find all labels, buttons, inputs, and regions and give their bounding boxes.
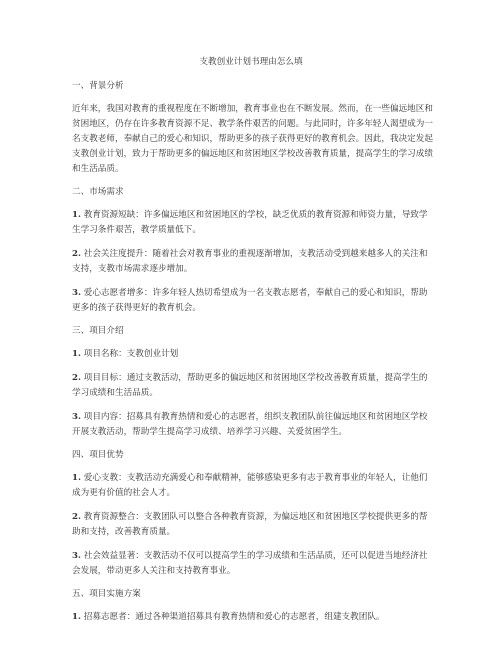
item-text: 爱心志愿者增多：许多年轻人热切希望成为一名支教志愿者，奉献自己的爱心和知识，帮助更多的孩子获得更好的教育机会。	[72, 288, 428, 313]
section-heading: 五、项目实施方案	[72, 589, 141, 599]
section-project-intro	[72, 325, 434, 440]
paragraph-text: 近年来，我国对教育的重视程度在不断增加，教育事业也在不断发展。然而，在一些偏远地区和贫困地区，仍存在许多教育资源不足、教学条件艰苦的问题。与此同时，许多年轻人渴望成为一名支教老师，奉献自己的爱心和知识，帮助更多的孩子获得更好的教育机会。因此，我决定发起支教创业计划，致力于帮助更多的偏远地区和贫困地区学校改善教育质量，提高学生的学习成绩和生活品质。	[72, 104, 433, 174]
numbered-item	[72, 410, 434, 440]
paragraph	[72, 102, 434, 177]
numbered-item	[72, 286, 434, 316]
item-number: 1.	[72, 210, 81, 220]
section-heading: 二、市场需求	[72, 187, 124, 197]
item-text: 教育资源整合：支教团队可以整合各种教育资源，为偏远地区和贫困地区学校提供更多的帮助和支持，改善教育质量。	[72, 512, 428, 537]
item-text: 项目名称：支教创业计划	[83, 349, 179, 359]
item-text: 项目内容：招募具有教育热情和爱心的志愿者，组织支教团队前往偏远地区和贫困地区学校开展支教活动，帮助学生提高学习成绩、培养学习兴趣、关爱贫困学生。	[72, 412, 428, 437]
numbered-item	[72, 247, 434, 277]
item-number: 2.	[72, 373, 81, 383]
numbered-item	[72, 549, 434, 579]
numbered-item	[72, 610, 434, 625]
section-heading: 一、背景分析	[72, 81, 124, 91]
item-number: 3.	[72, 288, 81, 298]
numbered-item	[72, 471, 434, 501]
item-text: 项目目标：通过支教活动，帮助更多的偏远地区和贫困地区学校改善教育质量，提高学生的学习成绩和生活品质。	[72, 373, 428, 398]
section-background	[72, 80, 434, 177]
numbered-item	[72, 371, 434, 401]
section-implementation-plan	[72, 588, 434, 625]
item-text: 招募志愿者：通过各种渠道招募具有教育热情和爱心的志愿者，组建支教团队。	[83, 612, 385, 622]
item-text: 社会效益显著：支教活动不仅可以提高学生的学习成绩和生活品质，还可以促进当地经济社会发展，带动更多人关注和支持教育事业。	[72, 551, 428, 576]
item-number: 1.	[72, 612, 81, 622]
item-number: 3.	[72, 412, 81, 422]
section-heading: 四、项目优势	[72, 450, 124, 460]
item-number: 1.	[72, 473, 81, 483]
item-number: 2.	[72, 512, 81, 522]
item-text: 爱心支教：支教活动充满爱心和奉献精神，能够感染更多有志于教育事业的年轻人，让他们成为更有价值的社会人才。	[72, 473, 428, 498]
item-number: 3.	[72, 551, 81, 561]
section-market-demand	[72, 186, 434, 316]
section-heading: 三、项目介绍	[72, 326, 124, 336]
item-text: 社会关注度提升：随着社会对教育事业的重视逐渐增加，支教活动受到越来越多人的关注和支持，支教市场需求逐步增加。	[72, 249, 428, 274]
item-text: 教育资源短缺：许多偏远地区和贫困地区的学校，缺乏优质的教育资源和师资力量，导致学生学习条件艰苦，教学质量低下。	[72, 210, 428, 235]
section-project-advantages	[72, 449, 434, 579]
document-body	[72, 80, 434, 634]
document-title: 支教创业计划书理由怎么填	[199, 57, 303, 67]
item-number: 2.	[72, 249, 81, 259]
numbered-item	[72, 208, 434, 238]
numbered-item	[72, 510, 434, 540]
item-number: 1.	[72, 349, 81, 359]
numbered-item	[72, 347, 434, 362]
